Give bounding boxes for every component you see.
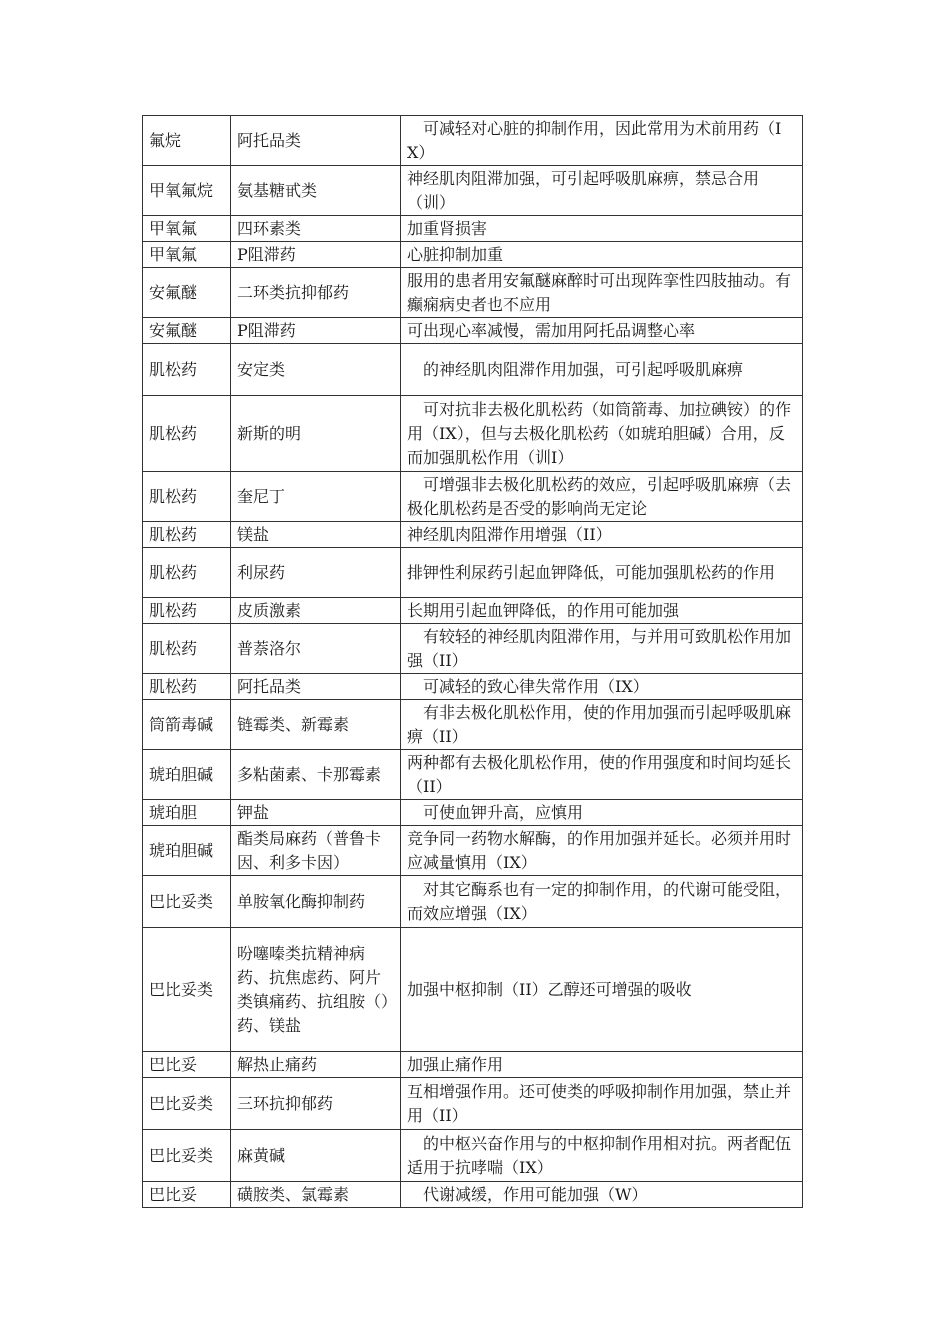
drug-b-cell: 奎尼丁 bbox=[231, 472, 401, 522]
drug-a-cell: 琥珀胆碱 bbox=[143, 826, 231, 876]
effect-cell: 可减轻对心脏的抑制作用，因此常用为术前用药（IX） bbox=[401, 116, 803, 166]
drug-a-cell: 氟烷 bbox=[143, 116, 231, 166]
drug-a-cell: 巴比妥类 bbox=[143, 928, 231, 1052]
effect-cell: 可对抗非去极化肌松药（如筒箭毒、加拉碘铵）的作用（IX），但与去极化肌松药（如琥珀胆碱）合用，反而加强肌松作用（训Ⅰ） bbox=[401, 396, 803, 472]
drug-a-cell: 筒箭毒碱 bbox=[143, 700, 231, 750]
table-row bbox=[143, 548, 803, 598]
table-row bbox=[143, 750, 803, 800]
drug-b-cell: 磺胺类、氯霉素 bbox=[231, 1182, 401, 1208]
effect-cell: 长期用引起血钾降低，的作用可能加强 bbox=[401, 598, 803, 624]
drug-interaction-table bbox=[142, 115, 803, 1208]
drug-a-cell: 肌松药 bbox=[143, 598, 231, 624]
effect-cell: 加强中枢抑制（II）乙醇还可增强的吸收 bbox=[401, 928, 803, 1052]
effect-cell: 可增强非去极化肌松药的效应，引起呼吸肌麻痹（去极化肌松药是否受的影响尚无定论 bbox=[401, 472, 803, 522]
table-row bbox=[143, 876, 803, 928]
drug-a-cell: 琥珀胆 bbox=[143, 800, 231, 826]
table-row bbox=[143, 1130, 803, 1182]
drug-b-cell: 链霉类、新霉素 bbox=[231, 700, 401, 750]
drug-a-cell: 琥珀胆碱 bbox=[143, 750, 231, 800]
drug-b-cell: P阻滞药 bbox=[231, 242, 401, 268]
effect-cell: 服用的患者用安氟醚麻醉时可出现阵挛性四肢抽动。有癫痫病史者也不应用 bbox=[401, 268, 803, 318]
table-row bbox=[143, 674, 803, 700]
drug-a-cell: 巴比妥 bbox=[143, 1182, 231, 1208]
drug-b-cell: 酯类局麻药（普鲁卡因、利多卡因） bbox=[231, 826, 401, 876]
drug-b-cell: 氨基糖甙类 bbox=[231, 166, 401, 216]
table-row bbox=[143, 472, 803, 522]
effect-cell: 竞争同一药物水解酶，的作用加强并延长。必须并用时应减量慎用（IX） bbox=[401, 826, 803, 876]
drug-a-cell: 肌松药 bbox=[143, 548, 231, 598]
table-row bbox=[143, 624, 803, 674]
drug-b-cell: 阿托品类 bbox=[231, 674, 401, 700]
drug-b-cell: 普萘洛尔 bbox=[231, 624, 401, 674]
drug-b-cell: 单胺氧化酶抑制药 bbox=[231, 876, 401, 928]
table-row bbox=[143, 344, 803, 396]
table-row bbox=[143, 700, 803, 750]
effect-cell: 的神经肌肉阻滞作用加强，可引起呼吸肌麻痹 bbox=[401, 344, 803, 396]
drug-b-cell: 四环素类 bbox=[231, 216, 401, 242]
table-row bbox=[143, 1052, 803, 1078]
drug-b-cell: 吩噻嗪类抗精神病药、抗焦虑药、阿片类镇痛药、抗组胺（）药、镁盐 bbox=[231, 928, 401, 1052]
drug-a-cell: 肌松药 bbox=[143, 472, 231, 522]
table-row bbox=[143, 1078, 803, 1130]
drug-a-cell: 肌松药 bbox=[143, 396, 231, 472]
drug-b-cell: 三环抗抑郁药 bbox=[231, 1078, 401, 1130]
drug-b-cell: 新斯的明 bbox=[231, 396, 401, 472]
table-row bbox=[143, 928, 803, 1052]
drug-a-cell: 巴比妥类 bbox=[143, 1130, 231, 1182]
drug-a-cell: 巴比妥 bbox=[143, 1052, 231, 1078]
effect-cell: 代谢减缓，作用可能加强（W） bbox=[401, 1182, 803, 1208]
drug-b-cell: P阻滞药 bbox=[231, 318, 401, 344]
drug-b-cell: 钾盐 bbox=[231, 800, 401, 826]
effect-cell: 的中枢兴奋作用与的中枢抑制作用相对抗。两者配伍适用于抗哮喘（IX） bbox=[401, 1130, 803, 1182]
drug-b-cell: 阿托品类 bbox=[231, 116, 401, 166]
table-row bbox=[143, 216, 803, 242]
effect-cell: 有非去极化肌松作用，使的作用加强而引起呼吸肌麻痹（II） bbox=[401, 700, 803, 750]
drug-b-cell: 多粘菌素、卡那霉素 bbox=[231, 750, 401, 800]
drug-a-cell: 甲氧氟 bbox=[143, 216, 231, 242]
effect-cell: 可出现心率减慢，需加用阿托品调整心率 bbox=[401, 318, 803, 344]
effect-cell: 可减轻的致心律失常作用（IX） bbox=[401, 674, 803, 700]
drug-b-cell: 利尿药 bbox=[231, 548, 401, 598]
drug-b-cell: 麻黄碱 bbox=[231, 1130, 401, 1182]
effect-cell: 两种都有去极化肌松作用，使的作用强度和时间均延长（II） bbox=[401, 750, 803, 800]
table-row bbox=[143, 318, 803, 344]
effect-cell: 有较轻的神经肌肉阻滞作用，与并用可致肌松作用加强（II） bbox=[401, 624, 803, 674]
drug-a-cell: 肌松药 bbox=[143, 624, 231, 674]
drug-a-cell: 肌松药 bbox=[143, 344, 231, 396]
drug-a-cell: 甲氧氟 bbox=[143, 242, 231, 268]
table-row bbox=[143, 598, 803, 624]
effect-cell: 心脏抑制加重 bbox=[401, 242, 803, 268]
table-row bbox=[143, 522, 803, 548]
drug-a-cell: 肌松药 bbox=[143, 522, 231, 548]
drug-a-cell: 巴比妥类 bbox=[143, 1078, 231, 1130]
drug-a-cell: 安氟醚 bbox=[143, 318, 231, 344]
table-row bbox=[143, 116, 803, 166]
effect-cell: 排钾性利尿药引起血钾降低，可能加强肌松药的作用 bbox=[401, 548, 803, 598]
table-row bbox=[143, 826, 803, 876]
table-row bbox=[143, 242, 803, 268]
drug-b-cell: 安定类 bbox=[231, 344, 401, 396]
drug-a-cell: 肌松药 bbox=[143, 674, 231, 700]
drug-b-cell: 镁盐 bbox=[231, 522, 401, 548]
drug-a-cell: 巴比妥类 bbox=[143, 876, 231, 928]
effect-cell: 加强止痛作用 bbox=[401, 1052, 803, 1078]
table-row bbox=[143, 1182, 803, 1208]
drug-b-cell: 解热止痛药 bbox=[231, 1052, 401, 1078]
table-row bbox=[143, 268, 803, 318]
drug-b-cell: 二环类抗抑郁药 bbox=[231, 268, 401, 318]
effect-cell: 可使血钾升高，应慎用 bbox=[401, 800, 803, 826]
effect-cell: 神经肌肉阻滞作用增强（II） bbox=[401, 522, 803, 548]
drug-a-cell: 甲氧氟烷 bbox=[143, 166, 231, 216]
effect-cell: 加重肾损害 bbox=[401, 216, 803, 242]
effect-cell: 神经肌肉阻滞加强，可引起呼吸肌麻痹，禁忌合用（训） bbox=[401, 166, 803, 216]
table-row bbox=[143, 396, 803, 472]
effect-cell: 对其它酶系也有一定的抑制作用，的代谢可能受阻，而效应增强（IX） bbox=[401, 876, 803, 928]
drug-a-cell: 安氟醚 bbox=[143, 268, 231, 318]
drug-b-cell: 皮质激素 bbox=[231, 598, 401, 624]
table-row bbox=[143, 800, 803, 826]
effect-cell: 互相增强作用。还可使类的呼吸抑制作用加强，禁止并用（II） bbox=[401, 1078, 803, 1130]
table-row bbox=[143, 166, 803, 216]
